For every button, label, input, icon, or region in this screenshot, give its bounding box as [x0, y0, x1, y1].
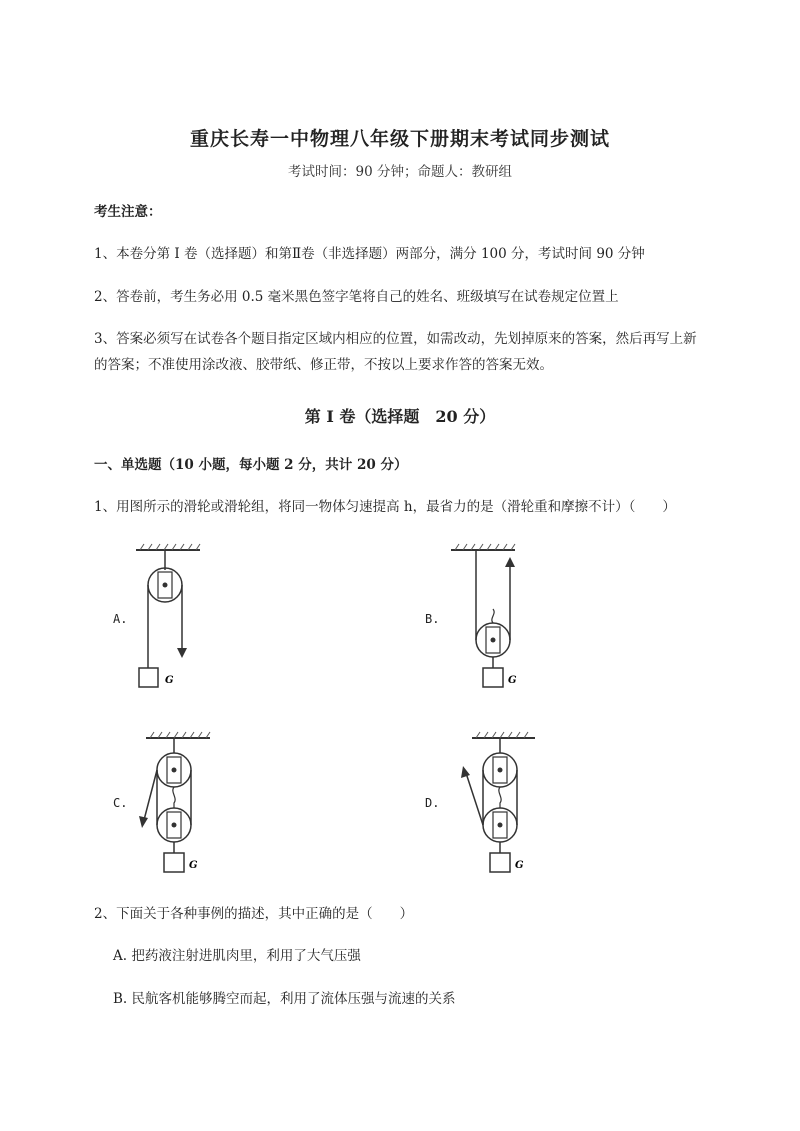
notice-item-2: 2、答卷前，考生务必用 0.5 毫米黑色签字笔将自己的姓名、班级填写在试卷规定位置上 — [94, 289, 619, 305]
page-title: 重庆长寿一中物理八年级下册期末考试同步测试 — [189, 128, 610, 150]
weight-label: G — [189, 860, 198, 871]
q1-option-c-label: C. — [113, 796, 128, 810]
weight-label: G — [165, 675, 174, 686]
figure-c-pulley-block — [130, 728, 215, 883]
figure-b-movable-pulley — [445, 540, 530, 695]
q2-option-a: A. 把药液注射进肌肉里，利用了大气压强 — [113, 948, 361, 964]
q1-option-d-label: D. — [425, 796, 440, 810]
q1-option-a-label: A. — [113, 612, 128, 626]
notice-heading: 考生注意： — [94, 204, 162, 220]
section-title: 第 I 卷（选择题 20 分） — [304, 407, 496, 426]
question-2-text: 2、下面关于各种事例的描述，其中正确的是（ ） — [94, 906, 414, 922]
notice-item-3: 3、答案必须写在试卷各个题目指定区域内相应的位置，如需改动，先划掉原来的答案，然后再写上新 — [94, 331, 697, 347]
q2-option-b: B. 民航客机能够腾空而起，利用了流体压强与流速的关系 — [113, 991, 456, 1007]
weight-label: G — [515, 860, 524, 871]
notice-item-1: 1、本卷分第 I 卷（选择题）和第Ⅱ卷（非选择题）两部分，满分 100 分，考试时间 90 分钟 — [94, 246, 645, 262]
figure-d-pulley-block — [450, 728, 535, 883]
notice-item-3-cont: 的答案；不准使用涂改液、胶带纸、修正带，不按以上要求作答的答案无效。 — [94, 357, 553, 373]
exam-info: 考试时间：90 分钟；命题人：教研组 — [288, 164, 512, 180]
question-1-text: 1、用图所示的滑轮或滑轮组，将同一物体匀速提高 h，最省力的是（滑轮重和摩擦不计）（ ） — [94, 499, 676, 515]
part-title: 一、单选题（10 小题，每小题 2 分，共计 20 分） — [94, 457, 408, 473]
q1-option-b-label: B. — [425, 612, 440, 626]
weight-label: G — [508, 675, 517, 686]
figure-a-fixed-pulley — [130, 540, 210, 695]
